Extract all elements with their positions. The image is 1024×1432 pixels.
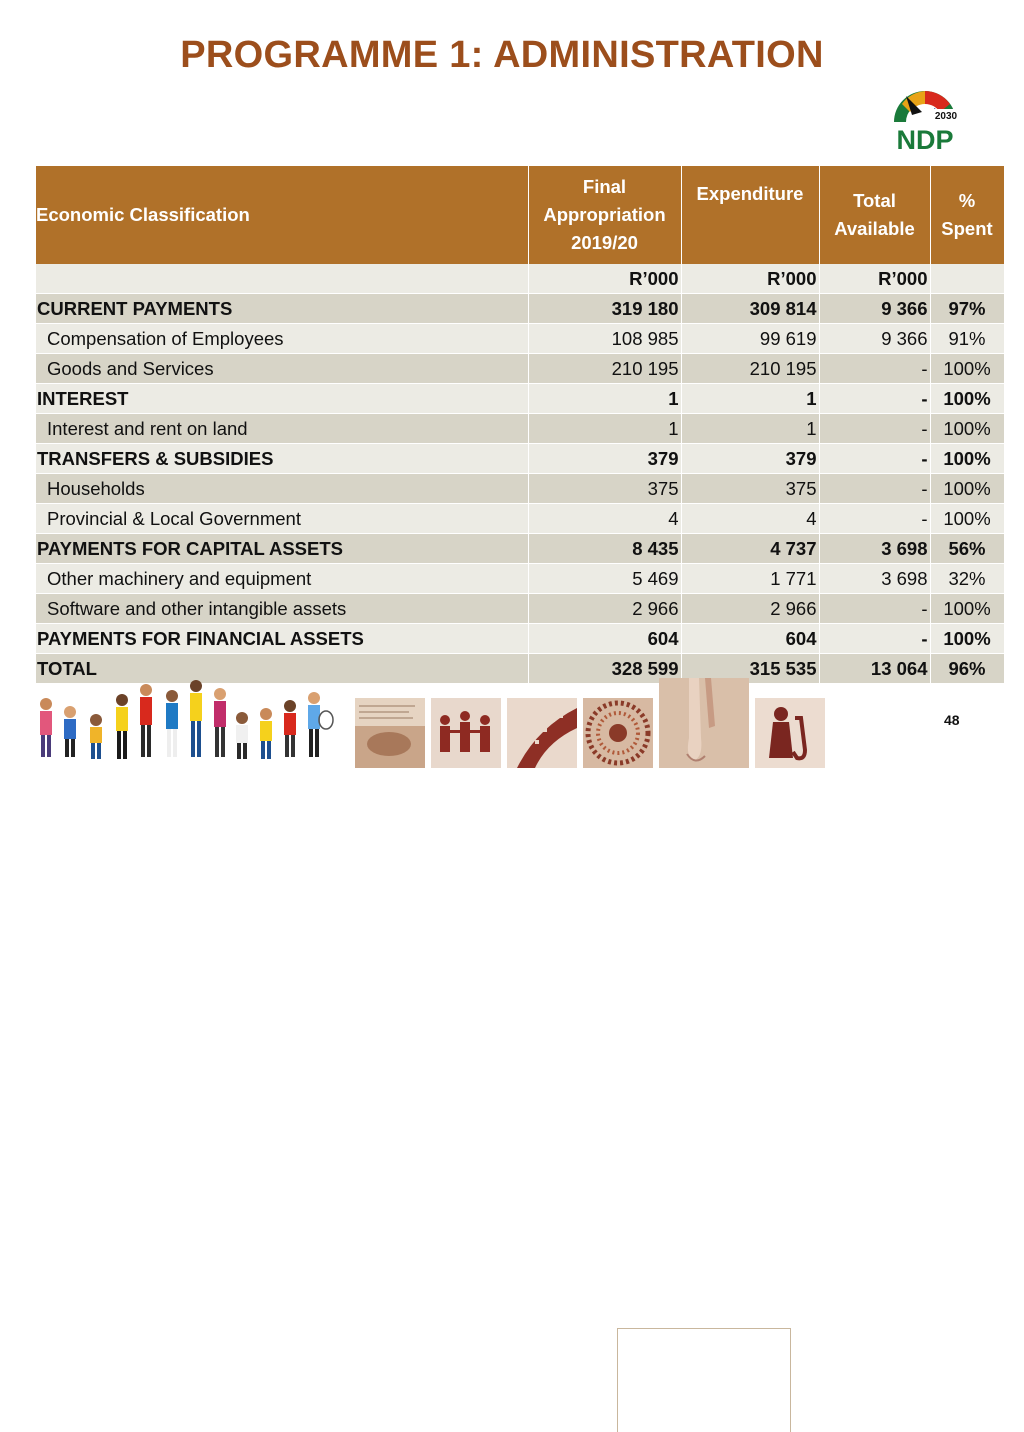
hands-writing-photo (355, 698, 425, 768)
units-cell (930, 264, 1004, 294)
units-cell (36, 264, 528, 294)
expenditure-cell: 375 (681, 474, 819, 504)
units-row (36, 264, 1004, 294)
total-available-cell: - (819, 354, 930, 384)
expenditure-cell: 315 535 (681, 654, 819, 684)
percent-spent-cell: 100% (930, 444, 1004, 474)
page-title: PROGRAMME 1: ADMINISTRATION (180, 34, 824, 76)
percent-spent-cell: 100% (930, 474, 1004, 504)
percent-spent-cell: 100% (930, 354, 1004, 384)
total-available-cell: - (819, 624, 930, 654)
final-appropriation-cell: 604 (528, 624, 681, 654)
final-appropriation-cell: 8 435 (528, 534, 681, 564)
header-percent-spent: % Spent (930, 166, 1004, 264)
table-row (36, 624, 1004, 654)
final-appropriation-cell: 319 180 (528, 294, 681, 324)
page-number: 48 (944, 712, 960, 728)
total-available-cell: - (819, 594, 930, 624)
table-row (36, 534, 1004, 564)
header-economic-classification: Economic Classification (36, 166, 528, 264)
total-available-cell: 3 698 (819, 564, 930, 594)
table-row (36, 414, 1004, 444)
table-row (36, 324, 1004, 354)
expenditure-cell: 309 814 (681, 294, 819, 324)
percent-spent-cell: 96% (930, 654, 1004, 684)
table-row (36, 354, 1004, 384)
saxophone-player-photo (755, 698, 825, 768)
percent-spent-cell: 100% (930, 414, 1004, 444)
header-expenditure: Expenditure (681, 166, 819, 264)
final-appropriation-cell: 375 (528, 474, 681, 504)
percent-spent-cell: 100% (930, 384, 1004, 414)
total-available-cell: 9 366 (819, 324, 930, 354)
row-label-cell: PAYMENTS FOR FINANCIAL ASSETS (36, 624, 528, 654)
economic-classification-table (36, 166, 1005, 684)
final-appropriation-cell: 2 966 (528, 594, 681, 624)
expenditure-cell: 4 (681, 504, 819, 534)
total-available-cell: - (819, 384, 930, 414)
total-available-cell: - (819, 504, 930, 534)
film-strip-photo (507, 698, 577, 768)
expenditure-cell: 604 (681, 624, 819, 654)
units-cell: R’000 (819, 264, 930, 294)
expenditure-cell: 210 195 (681, 354, 819, 384)
total-available-cell: - (819, 444, 930, 474)
final-appropriation-cell: 210 195 (528, 354, 681, 384)
ballet-shoes-photo (659, 678, 749, 768)
table-row (36, 444, 1004, 474)
ndp-2030-logo (886, 82, 964, 154)
table-row (36, 384, 1004, 414)
row-label-cell: Interest and rent on land (36, 414, 528, 444)
table-row (36, 594, 1004, 624)
expenditure-cell: 379 (681, 444, 819, 474)
row-label-cell: TOTAL (36, 654, 528, 684)
final-appropriation-cell: 108 985 (528, 324, 681, 354)
total-available-cell: - (819, 414, 930, 444)
people-silhouettes-photo (431, 698, 501, 768)
percent-spent-cell: 100% (930, 594, 1004, 624)
total-available-cell: - (819, 474, 930, 504)
expenditure-cell: 1 (681, 384, 819, 414)
final-appropriation-cell: 379 (528, 444, 681, 474)
header-total-available: Total Available (819, 166, 930, 264)
row-label-cell: CURRENT PAYMENTS (36, 294, 528, 324)
row-label-cell: Compensation of Employees (36, 324, 528, 354)
percent-spent-cell: 32% (930, 564, 1004, 594)
units-cell: R’000 (681, 264, 819, 294)
table-row (36, 564, 1004, 594)
percent-spent-cell: 56% (930, 534, 1004, 564)
final-appropriation-cell: 1 (528, 414, 681, 444)
final-appropriation-cell: 328 599 (528, 654, 681, 684)
final-appropriation-cell: 1 (528, 384, 681, 414)
header-final-appropriation: Final Appropriation 2019/20 (528, 166, 681, 264)
table-row (36, 294, 1004, 324)
total-available-cell: 13 064 (819, 654, 930, 684)
row-label-cell: PAYMENTS FOR CAPITAL ASSETS (36, 534, 528, 564)
row-label-cell: Households (36, 474, 528, 504)
total-available-cell: 3 698 (819, 534, 930, 564)
beadwork-pattern-photo (583, 698, 653, 768)
svg-text:NDP: NDP (896, 125, 954, 154)
total-available-cell: 9 366 (819, 294, 930, 324)
row-label-cell: Software and other intangible assets (36, 594, 528, 624)
table-row (36, 504, 1004, 534)
table-row (36, 474, 1004, 504)
final-appropriation-cell: 5 469 (528, 564, 681, 594)
expenditure-cell: 99 619 (681, 324, 819, 354)
expenditure-cell: 4 737 (681, 534, 819, 564)
expenditure-cell: 1 (681, 414, 819, 444)
percent-spent-cell: 100% (930, 504, 1004, 534)
final-appropriation-cell: 4 (528, 504, 681, 534)
percent-spent-cell: 97% (930, 294, 1004, 324)
photo-frame (617, 1328, 791, 1432)
row-label-cell: TRANSFERS & SUBSIDIES (36, 444, 528, 474)
expenditure-cell: 1 771 (681, 564, 819, 594)
row-label-cell: Goods and Services (36, 354, 528, 384)
expenditure-cell: 2 966 (681, 594, 819, 624)
percent-spent-cell: 91% (930, 324, 1004, 354)
percent-spent-cell: 100% (930, 624, 1004, 654)
row-label-cell: Other machinery and equipment (36, 564, 528, 594)
table-body (36, 264, 1004, 684)
children-sports-illustration (34, 674, 334, 768)
row-label-cell: Provincial & Local Government (36, 504, 528, 534)
row-label-cell: INTEREST (36, 384, 528, 414)
svg-text:2030: 2030 (934, 111, 958, 122)
units-cell: R’000 (528, 264, 681, 294)
